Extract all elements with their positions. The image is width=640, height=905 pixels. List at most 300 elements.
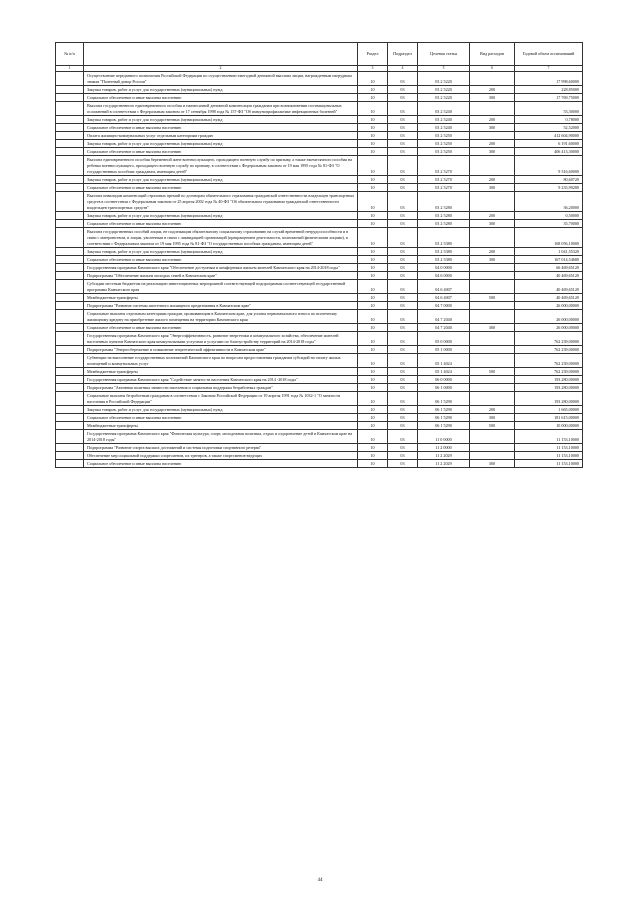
row-expense-type — [470, 156, 515, 176]
row-section: 10 — [358, 444, 388, 452]
row-amount: 6 191,60000 — [515, 140, 583, 148]
row-expense-type — [470, 376, 515, 384]
row-expense-type — [470, 272, 515, 280]
row-amount: 168 056,10000 — [515, 228, 583, 248]
table-row — [56, 294, 583, 302]
row-target-article: 05 1 4024 — [418, 354, 470, 368]
row-target-article: 03 2 5270 — [418, 156, 470, 176]
row-target-article: 03 2 5220 — [418, 72, 470, 86]
row-target-article: 03 2 5240 — [418, 116, 470, 124]
row-number-cell — [56, 156, 84, 176]
row-subsection: 03 — [388, 460, 418, 468]
row-expense-type — [470, 430, 515, 444]
column-number: 3 — [358, 66, 388, 72]
table-row — [56, 280, 583, 294]
table-row — [56, 132, 583, 140]
row-number-cell — [56, 228, 84, 248]
row-expense-type: 200 — [470, 176, 515, 184]
row-target-article: 04 0 0000 — [418, 264, 470, 272]
row-amount: 412 604,90000 — [515, 132, 583, 140]
row-number-cell — [56, 310, 84, 324]
row-expense-type: 300 — [470, 220, 515, 228]
row-subsection: 03 — [388, 444, 418, 452]
row-amount: 36,20000 — [515, 192, 583, 212]
row-amount: 0,50000 — [515, 212, 583, 220]
table-row — [56, 302, 583, 310]
row-number-cell — [56, 392, 84, 406]
table-row — [56, 272, 583, 280]
row-number-cell — [56, 248, 84, 256]
row-section: 10 — [358, 302, 388, 310]
row-section: 10 — [358, 140, 388, 148]
row-target-article: 11 0 0000 — [418, 430, 470, 444]
row-section: 10 — [358, 124, 388, 132]
row-subsection: 03 — [388, 148, 418, 156]
row-number-cell — [56, 354, 84, 368]
row-description: Субвенции на выполнение государственных полномочий Камчатского края по вопросам предоставления гражданам субсидий на оплату жилых помещений и коммунальных услуг — [84, 354, 358, 368]
row-target-article: 04 6 4007 — [418, 294, 470, 302]
table-row — [56, 368, 583, 376]
row-target-article: 11 2 2029 — [418, 460, 470, 468]
row-expense-type — [470, 192, 515, 212]
row-number-cell — [56, 102, 84, 116]
row-amount: 40 469,65120 — [515, 294, 583, 302]
row-number-cell — [56, 176, 84, 184]
table-row — [56, 324, 583, 332]
table-row — [56, 414, 583, 422]
row-target-article: 04 7 2040 — [418, 310, 470, 324]
row-section: 10 — [358, 422, 388, 430]
row-expense-type: 200 — [470, 140, 515, 148]
table-row — [56, 220, 583, 228]
table-row — [56, 176, 583, 184]
row-description: Социальное обеспечение и иные выплаты населению — [84, 460, 358, 468]
row-description: Социальное обеспечение и иные выплаты населению — [84, 124, 358, 132]
row-expense-type: 500 — [470, 294, 515, 302]
row-section: 10 — [358, 248, 388, 256]
row-subsection: 03 — [388, 310, 418, 324]
row-amount: 17 998,60000 — [515, 72, 583, 86]
row-target-article: 03 2 5240 — [418, 124, 470, 132]
row-amount: 0,78000 — [515, 116, 583, 124]
row-section: 10 — [358, 192, 388, 212]
table-row — [56, 94, 583, 102]
row-section: 10 — [358, 294, 388, 302]
table-row — [56, 212, 583, 220]
row-expense-type — [470, 132, 515, 140]
row-description: Выплата государственных пособий лицам, не подлежащим обязательному социальному страхованию на случай временной нетрудоспособности и в связи с материнством, и лицам, уволенным в связи с ликвидацией организаций (прекращением деятельности, полномочий физическими лицами), в соответствии с Федеральным законом от 19 мая 1995 года № 81-ФЗ "О государственных пособиях гражданам, имеющим детей" — [84, 228, 358, 248]
table-row — [56, 310, 583, 324]
row-number-cell — [56, 430, 84, 444]
row-expense-type: 300 — [470, 256, 515, 264]
row-number-cell — [56, 376, 84, 384]
row-amount: 762 239,00000 — [515, 368, 583, 376]
row-amount: 40 469,65120 — [515, 280, 583, 294]
row-target-article: 06 1 0000 — [418, 384, 470, 392]
row-number-cell — [56, 280, 84, 294]
row-target-article: 03 2 5250 — [418, 140, 470, 148]
row-amount: 762 239,00000 — [515, 332, 583, 346]
row-expense-type — [470, 354, 515, 368]
row-expense-type: 200 — [470, 406, 515, 414]
row-description: Выплата единовременного пособия беременной жене военнослужащего, проходящего военную службу по призыву, а также ежемесячного пособия на ребенка военнослужащего, проходящего военную службу по призыву, в соответствии с Федеральным законом от 19 мая 1995 года № 81-ФЗ "О государственных пособиях гражданам, имеющим детей" — [84, 156, 358, 176]
table-body — [56, 72, 583, 468]
row-description: Государственная программа Камчатского края "Содействие занятости населения Камчатского края на 2014 -2018 годы" — [84, 376, 358, 384]
row-section: 10 — [358, 354, 388, 368]
table-row — [56, 264, 583, 272]
row-expense-type: 200 — [470, 212, 515, 220]
row-section: 10 — [358, 212, 388, 220]
row-subsection: 03 — [388, 346, 418, 354]
row-section: 10 — [358, 392, 388, 406]
row-subsection: 03 — [388, 368, 418, 376]
row-subsection: 03 — [388, 384, 418, 392]
row-target-article: 03 2 5240 — [418, 102, 470, 116]
table-row — [56, 184, 583, 192]
row-target-article: 03 2 5220 — [418, 94, 470, 102]
row-number-cell — [56, 368, 84, 376]
row-expense-type: 300 — [470, 148, 515, 156]
row-number-cell — [56, 116, 84, 124]
row-amount: 35,70000 — [515, 220, 583, 228]
table-row — [56, 156, 583, 176]
row-description: Межбюджетные трансферты — [84, 422, 358, 430]
row-subsection: 03 — [388, 212, 418, 220]
row-number-cell — [56, 324, 84, 332]
table-row — [56, 86, 583, 94]
row-amount: 53,30000 — [515, 102, 583, 116]
row-description: Социальное обеспечение и иные выплаты населению — [84, 94, 358, 102]
row-amount: 762 239,00000 — [515, 354, 583, 368]
row-subsection: 03 — [388, 192, 418, 212]
table-row — [56, 256, 583, 264]
row-amount: 11 153,10000 — [515, 430, 583, 444]
row-section: 10 — [358, 332, 388, 346]
row-subsection: 03 — [388, 452, 418, 460]
row-amount: 228,85000 — [515, 86, 583, 94]
row-number-cell — [56, 384, 84, 392]
row-subsection: 03 — [388, 422, 418, 430]
row-number-cell — [56, 86, 84, 94]
row-subsection: 03 — [388, 376, 418, 384]
row-amount: 9 235,99280 — [515, 184, 583, 192]
table-row — [56, 346, 583, 354]
row-description: Социальное обеспечение и иные выплаты населению — [84, 220, 358, 228]
row-target-article: 04 7 0000 — [418, 302, 470, 310]
row-description: Межбюджетные трансферты — [84, 368, 358, 376]
row-subsection: 03 — [388, 280, 418, 294]
row-expense-type — [470, 452, 515, 460]
row-section: 10 — [358, 132, 388, 140]
row-number-cell — [56, 302, 84, 310]
row-section: 10 — [358, 156, 388, 176]
table-row — [56, 392, 583, 406]
row-section: 10 — [358, 148, 388, 156]
row-number-cell — [56, 220, 84, 228]
row-description: Закупка товаров, работ и услуг для государственных (муниципальных) нужд — [84, 140, 358, 148]
row-amount: 193 280,00000 — [515, 392, 583, 406]
row-subsection: 03 — [388, 228, 418, 248]
row-target-article: 05 1 4024 — [418, 368, 470, 376]
row-target-article: 03 2 5280 — [418, 212, 470, 220]
row-expense-type: 300 — [470, 94, 515, 102]
row-target-article: 06 1 5290 — [418, 422, 470, 430]
row-subsection: 03 — [388, 140, 418, 148]
row-subsection: 03 — [388, 132, 418, 140]
row-description: Социальное обеспечение и иные выплаты населению — [84, 148, 358, 156]
row-amount: 17 769,75000 — [515, 94, 583, 102]
row-section: 10 — [358, 264, 388, 272]
row-section: 10 — [358, 176, 388, 184]
row-section: 10 — [358, 94, 388, 102]
row-section: 10 — [358, 184, 388, 192]
column-number: 1 — [56, 66, 84, 72]
row-target-article: 03 2 5380 — [418, 248, 470, 256]
row-number-cell — [56, 444, 84, 452]
row-expense-type: 200 — [470, 116, 515, 124]
row-expense-type: 300 — [470, 184, 515, 192]
row-expense-type — [470, 228, 515, 248]
row-number-cell — [56, 148, 84, 156]
column-number: 4 — [388, 66, 418, 72]
table-row — [56, 72, 583, 86]
row-target-article: 05 0 0000 — [418, 332, 470, 346]
row-subsection: 03 — [388, 94, 418, 102]
row-description: Подпрограмма "Обеспечение жильем молодых семей в Камчатском крае" — [84, 272, 358, 280]
row-target-article: 03 2 5380 — [418, 256, 470, 264]
header-description — [84, 43, 358, 66]
row-description: Государственная программа Камчатского края "Обеспечение доступным и комфортным жильем жителей Камчатского края на 2014-2018 годы" — [84, 264, 358, 272]
row-amount: 10 000,00000 — [515, 422, 583, 430]
row-expense-type: 300 — [470, 124, 515, 132]
row-target-article: 04 6 0000 — [418, 272, 470, 280]
table-row — [56, 228, 583, 248]
row-amount: 40 469,65120 — [515, 272, 583, 280]
row-amount: 80,60720 — [515, 176, 583, 184]
row-amount: 11 153,10000 — [515, 452, 583, 460]
row-description: Социальное обеспечение и иные выплаты населению — [84, 256, 358, 264]
page-number: 44 — [317, 878, 323, 883]
row-amount: 9 316,60000 — [515, 156, 583, 176]
row-target-article: 03 2 5250 — [418, 132, 470, 140]
row-expense-type — [470, 310, 515, 324]
row-subsection: 03 — [388, 406, 418, 414]
row-expense-type: 500 — [470, 422, 515, 430]
row-amount: 193 280,00000 — [515, 384, 583, 392]
row-description: Социальные выплаты безработным гражданам в соответствии с Законом Российской Федерации от 19 апреля 1991 года № 1032-1 "О занятости населения в Российской Федерации" — [84, 392, 358, 406]
table-row — [56, 332, 583, 346]
row-description: Выплата инвалидам компенсаций страховых премий по договорам обязательного страхования гражданской ответственности владельцев транспортных средств в соответствии с Федеральным законом от 25 апреля 2002 года № 40-ФЗ "Об обязательном страховании гражданской ответственности владельцев транспортных средств" — [84, 192, 358, 212]
row-section: 10 — [358, 376, 388, 384]
table-row — [56, 140, 583, 148]
row-number-cell — [56, 422, 84, 430]
row-description: Социальное обеспечение и иные выплаты населению — [84, 324, 358, 332]
table-row — [56, 116, 583, 124]
table-header-row — [56, 43, 583, 66]
row-expense-type — [470, 302, 515, 310]
table-row — [56, 124, 583, 132]
row-expense-type: 300 — [470, 414, 515, 422]
row-description: Выплата государственного единовременного пособия и ежемесячной денежной компенсации гражданам при возникновении поствакцинальных осложнений в соответствии с Федеральным законом от 17 сентября 1998 года № 157-ФЗ "Об иммунопрофилактике инфекционных болезней" — [84, 102, 358, 116]
table-row — [56, 422, 583, 430]
row-section: 10 — [358, 460, 388, 468]
table-row — [56, 406, 583, 414]
row-number-cell — [56, 332, 84, 346]
row-amount: 193 280,00000 — [515, 376, 583, 384]
row-description: Подпрограмма "Энергосбережение и повышение энергетической эффективности в Камчатском крае" — [84, 346, 358, 354]
row-amount: 52,52000 — [515, 124, 583, 132]
row-description: Подпрограмма "Развитие системы ипотечного жилищного кредитования в Камчатском крае" — [84, 302, 358, 310]
row-expense-type: 300 — [470, 324, 515, 332]
row-number-cell — [56, 452, 84, 460]
row-expense-type: 200 — [470, 86, 515, 94]
row-section: 10 — [358, 324, 388, 332]
row-description: Закупка товаров, работ и услуг для государственных (муниципальных) нужд — [84, 248, 358, 256]
row-description: Закупка товаров, работ и услуг для государственных (муниципальных) нужд — [84, 212, 358, 220]
row-section: 10 — [358, 220, 388, 228]
row-section: 10 — [358, 406, 388, 414]
row-number-cell — [56, 272, 84, 280]
row-target-article: 04 7 2040 — [418, 324, 470, 332]
row-amount: 26 000,00000 — [515, 324, 583, 332]
row-subsection: 03 — [388, 354, 418, 368]
row-subsection: 03 — [388, 124, 418, 132]
row-number-cell — [56, 212, 84, 220]
row-section: 10 — [358, 72, 388, 86]
row-target-article: 06 0 0000 — [418, 376, 470, 384]
table-row — [56, 192, 583, 212]
row-section: 10 — [358, 430, 388, 444]
row-amount: 181 615,00000 — [515, 414, 583, 422]
row-amount: 406 413,30000 — [515, 148, 583, 156]
row-target-article: 03 2 5270 — [418, 176, 470, 184]
row-number-cell — [56, 406, 84, 414]
row-number-cell — [56, 414, 84, 422]
row-expense-type — [470, 444, 515, 452]
row-subsection: 03 — [388, 324, 418, 332]
header-target-article: Целевая статья — [418, 43, 470, 66]
row-expense-type — [470, 332, 515, 346]
row-description: Межбюджетные трансферты — [84, 294, 358, 302]
row-target-article: 04 6 4007 — [418, 280, 470, 294]
row-number-cell — [56, 124, 84, 132]
row-target-article: 05 1 0000 — [418, 346, 470, 354]
budget-table — [55, 42, 583, 468]
row-subsection: 03 — [388, 272, 418, 280]
row-number-cell — [56, 256, 84, 264]
row-section: 10 — [358, 228, 388, 248]
row-amount: 1 665,00000 — [515, 406, 583, 414]
row-amount: 1 041,55320 — [515, 248, 583, 256]
table-row — [56, 376, 583, 384]
row-description: Обеспечение мер социальной поддержки спортсменов, их тренеров, а также спортсменов-ведущих — [84, 452, 358, 460]
row-amount: 167 014,54680 — [515, 256, 583, 264]
table-row — [56, 430, 583, 444]
row-target-article: 06 1 5290 — [418, 414, 470, 422]
table-row — [56, 460, 583, 468]
row-expense-type: 500 — [470, 368, 515, 376]
row-description: Подпрограмма "Активная политика занятости населения и социальная поддержка безработных граждан" — [84, 384, 358, 392]
row-subsection: 03 — [388, 86, 418, 94]
row-subsection: 03 — [388, 414, 418, 422]
row-description: Оплата жилищно-коммунальных услуг отдельным категориям граждан — [84, 132, 358, 140]
row-description: Социальное обеспечение и иные выплаты населению — [84, 184, 358, 192]
row-subsection: 03 — [388, 302, 418, 310]
row-section: 10 — [358, 452, 388, 460]
row-subsection: 03 — [388, 248, 418, 256]
row-subsection: 03 — [388, 332, 418, 346]
row-target-article: 06 1 5290 — [418, 392, 470, 406]
row-section: 10 — [358, 280, 388, 294]
row-section: 10 — [358, 414, 388, 422]
table-row — [56, 102, 583, 116]
header-section: Раздел — [358, 43, 388, 66]
row-target-article: 03 2 5250 — [418, 148, 470, 156]
row-amount: 11 153,10000 — [515, 460, 583, 468]
row-description: Подпрограмма "Развитие спорта высших достижений и системы подготовки спортивного резерва" — [84, 444, 358, 452]
table-row — [56, 148, 583, 156]
row-expense-type: 300 — [470, 460, 515, 468]
row-number-cell — [56, 460, 84, 468]
row-target-article: 03 2 5280 — [418, 192, 470, 212]
table-row — [56, 354, 583, 368]
row-subsection: 03 — [388, 184, 418, 192]
row-section: 10 — [358, 346, 388, 354]
row-subsection: 03 — [388, 116, 418, 124]
row-description: Социальные выплаты отдельным категориям граждан, проживающим в Камчатском крае, для уплаты первоначального взноса по ипотечному жилищному кредиту на приобретение жилого помещения на территории Камчатского края — [84, 310, 358, 324]
row-amount: 762 239,00000 — [515, 346, 583, 354]
row-target-article: 11 2 0000 — [418, 444, 470, 452]
row-target-article: 03 2 5270 — [418, 184, 470, 192]
row-subsection: 03 — [388, 72, 418, 86]
row-target-article: 03 2 5380 — [418, 228, 470, 248]
row-expense-type — [470, 346, 515, 354]
row-description: Закупка товаров, работ и услуг для государственных (муниципальных) нужд — [84, 116, 358, 124]
table-row — [56, 444, 583, 452]
row-section: 10 — [358, 368, 388, 376]
budget-document — [55, 42, 582, 468]
row-number-cell — [56, 94, 84, 102]
header-annual-amount: Годовой объем ассигнований — [515, 43, 583, 66]
row-target-article: 06 1 5290 — [418, 406, 470, 414]
row-expense-type: 200 — [470, 248, 515, 256]
row-number-cell — [56, 346, 84, 354]
row-amount: 11 153,10000 — [515, 444, 583, 452]
row-number-cell — [56, 192, 84, 212]
row-description: Государственная программа Камчатского края "Энергоэффективность, развитие энергетики и коммунального хозяйства, обеспечение жителей населенных пунктов Камчатского края коммунальными услугами и услугами по благоустройству территорий на 2014-2018 годы" — [84, 332, 358, 346]
row-expense-type — [470, 280, 515, 294]
column-number: 7 — [515, 66, 583, 72]
row-description: Социальное обеспечение и иные выплаты населению — [84, 414, 358, 422]
row-amount: 26 000,00000 — [515, 302, 583, 310]
header-subsection: Подраздел — [388, 43, 418, 66]
row-section: 10 — [358, 384, 388, 392]
row-subsection: 03 — [388, 156, 418, 176]
row-subsection: 03 — [388, 294, 418, 302]
row-section: 10 — [358, 272, 388, 280]
row-section: 10 — [358, 256, 388, 264]
row-expense-type — [470, 392, 515, 406]
row-target-article: 11 2 2029 — [418, 452, 470, 460]
row-target-article: 03 2 5280 — [418, 220, 470, 228]
row-section: 10 — [358, 86, 388, 94]
row-amount: 26 000,00000 — [515, 310, 583, 324]
row-number-cell — [56, 184, 84, 192]
row-description: Государственная программа Камчатского края "Физическая культура, спорт, молодежная политика, отдых и оздоровление детей в Камчатском крае на 2014-2018 годы" — [84, 430, 358, 444]
table-row — [56, 248, 583, 256]
row-expense-type — [470, 102, 515, 116]
row-expense-type — [470, 384, 515, 392]
